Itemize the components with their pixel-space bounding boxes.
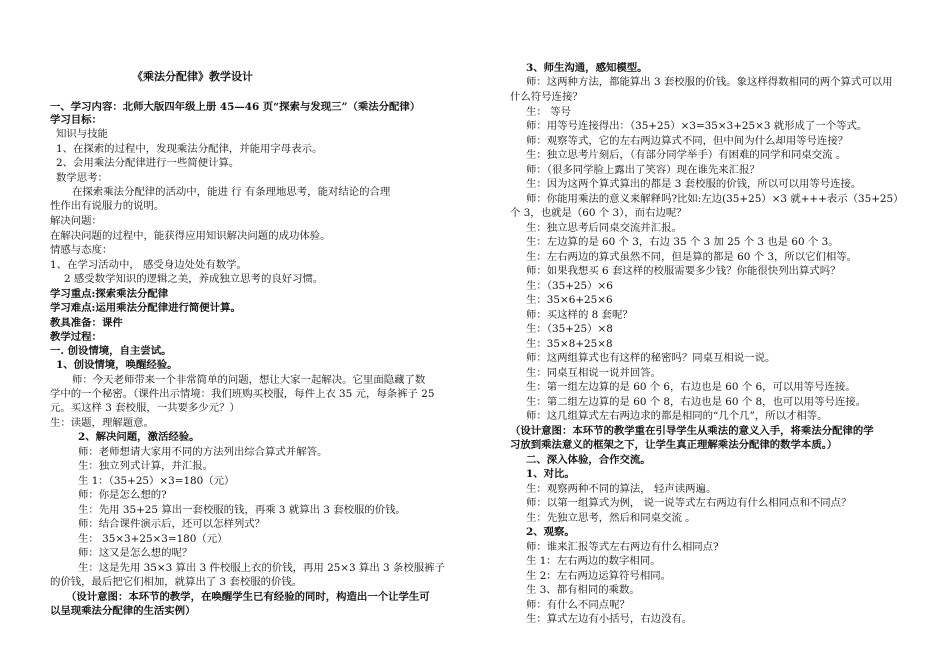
left-text-line: 一. 创设情境，自主尝试。 bbox=[50, 345, 172, 357]
left-text-line: 师：结合课件演示后，还可以怎样列式？ bbox=[78, 518, 266, 530]
left-text-line: 学习难点:运用乘法分配律进行简便计算。 bbox=[50, 302, 241, 314]
left-text-line: 在探索乘法分配律的活动中，能进 行 有条理地思考，能对结论的合理 bbox=[72, 186, 391, 198]
left-text-line: 一、学习内容：北师大版四年级上册 45—46 页“探索与发现三”（乘法分配律） bbox=[50, 101, 421, 113]
right-text-line: 师：这两组算式也有这样的秘密吗？同桌互相说一说。 bbox=[526, 352, 776, 364]
right-text-line: 生：同桌互相说一说并回答。 bbox=[526, 367, 662, 379]
right-text-line: 生： 等号 bbox=[526, 106, 571, 118]
right-text-line: 生：第二组左边算的是 60 个 8，右边也是 60 个 8，也可以用等号连接。 bbox=[526, 396, 867, 408]
right-text-line: 生：先独立思考，然后和同桌交流 。 bbox=[526, 512, 696, 524]
left-text-line: 教具准备：课件 bbox=[50, 317, 123, 329]
left-text-line: 1、创设情境，唤醒经验。 bbox=[56, 359, 178, 371]
right-text-line: 师：（很多同学脸上露出了笑容）现在谁先来汇报？ bbox=[526, 164, 760, 176]
left-text-line: 生：先用 35+25 算出一套校服的钱，再乘 3 就算出 3 套校服的价钱。 bbox=[78, 504, 406, 516]
left-text-line: 性作出有说服力的说明。 bbox=[50, 200, 165, 212]
right-text-line: 生：左边算的是 60 个 3，右边 35 个 3 加 25 个 3 也是 60 个 3。 bbox=[526, 236, 839, 248]
right-text-line: 生：算式左边有小括号，右边没有。 bbox=[526, 613, 693, 625]
left-text-line: 在解决问题的过程中，能获得应用知识解决问题的成功体验。 bbox=[50, 230, 331, 242]
right-text-line: 生 1：左右两边的数字相同。 bbox=[526, 555, 661, 567]
left-text-line: 1、在探索的过程中，发现乘法分配律，并能用字母表示。 bbox=[56, 143, 323, 155]
right-text-line: 生：左右两边的算式虽然不同，但是算的都是 60 个 3，所以它们相等。 bbox=[526, 251, 858, 263]
right-text-line: 生：独立思考片刻后，（有部分同学举手）有困难的同学和同桌交流 。 bbox=[526, 149, 847, 161]
right-text-line: 二、深入体验，合作交流。 bbox=[526, 454, 651, 466]
right-text-line: 生：（35+25）×6 bbox=[526, 280, 613, 292]
right-text-line: 3、师生沟通，感知模型。 bbox=[526, 62, 648, 74]
right-text-line: 2、观察。 bbox=[526, 526, 575, 538]
left-text-line: 2、解决问题，激活经验。 bbox=[78, 431, 200, 443]
left-text-line: 2、会用乘法分配律进行一些简便计算。 bbox=[56, 157, 240, 169]
left-text-line: 师：今天老师带来一个非常简单的问题，想让大家一起解决。它里面隐藏了数 bbox=[72, 374, 426, 386]
right-text-line: 师：观察等式，它的左右两边算式不同，但中间为什么却用等号连接？ bbox=[526, 135, 849, 147]
right-text-line: 师：有什么不同点呢？ bbox=[526, 599, 630, 611]
right-text-line: 师：以第一组算式为例， 说一说等式左右两边有什么相同点和不同点？ bbox=[526, 497, 852, 509]
right-text-line: 师：如果我想买 6 套这样的校服需要多少钱？你能很快列出算式吗？ bbox=[526, 265, 841, 277]
right-text-line: 生：因为这两个算式算出的都是 3 套校服的价钱，所以可以用等号连接。 bbox=[526, 178, 862, 190]
right-text-line: 生：独立思考后同桌交流并汇报。 bbox=[526, 222, 682, 234]
left-text-line: 的价钱，最后把它们相加，就算出了 3 套校服的价钱。 bbox=[50, 576, 303, 588]
left-text-line: 学习目标： bbox=[50, 114, 102, 126]
right-text-line: 师：谁来汇报等式左右两边有什么相同点? bbox=[526, 541, 719, 553]
right-text-line: 生：（35+25）×8 bbox=[526, 323, 613, 335]
left-text-line: 数学思考： bbox=[56, 172, 108, 184]
left-text-line: 解决问题： bbox=[50, 215, 102, 227]
left-text-line: 2 感受数学知识的逻辑之美，养成独立思考的良好习惯。 bbox=[64, 273, 324, 285]
left-text-line: 以呈现乘法分配律的生活实例） bbox=[50, 605, 196, 617]
left-text-line: 师：老师想请大家用不同的方法列出综合算式并解答。 bbox=[78, 446, 328, 458]
left-text-line: 师：这又是怎么想的呢？ bbox=[78, 547, 193, 559]
left-text-line: 生： 35×3+25×3=180（元） bbox=[78, 533, 228, 545]
left-text-line: 学习重点:探索乘法分配律 bbox=[50, 288, 169, 300]
right-text-line: 师：买这样的 8 套呢？ bbox=[526, 309, 633, 321]
left-text-line: 生：读题，理解题意。 bbox=[50, 417, 154, 429]
left-text-line: 教学过程： bbox=[50, 331, 102, 343]
right-text-line: 生：观察两种不同的算法， 轻声读两遍。 bbox=[526, 483, 717, 495]
left-text-line: 生：这是先用 35×3 算出 3 件校服上衣的价钱，再用 25×3 算出 3 条校服裤子 bbox=[78, 562, 445, 574]
left-text-line: 元。买这样 3 套校服，一共要多少元？） bbox=[50, 402, 240, 414]
right-text-line: 生：35×6+25×6 bbox=[526, 294, 613, 306]
left-text-line: 生 1：（35+25）×3=180（元） bbox=[78, 475, 235, 487]
right-text-line: 习放到乘法意义的框架之下，让学生真正理解乘法分配律的数学本质。） bbox=[510, 439, 838, 451]
left-text-line: 情感与态度： bbox=[50, 244, 113, 256]
right-text-line: 生：35×8+25×8 bbox=[526, 338, 613, 350]
left-text-line: （设计意图：本环节的教学，在唤醒学生已有经验的同时，构造出一个让学生可 bbox=[66, 591, 430, 603]
right-text-line: 师：这几组算式左右两边求的都是相同的“几个几”，所以才相等。 bbox=[526, 410, 828, 422]
left-text-line: 生：独立列式计算，并汇报。 bbox=[78, 460, 214, 472]
right-text-line: 师：你能用乘法的意义来解释吗?比如:左边(35+25）×3 就+++表示（35+25） bbox=[526, 193, 904, 205]
right-text-line: 生：第一组左边算的是 60 个 6，右边也是 60 个 6，可以用等号连接。 bbox=[526, 381, 856, 393]
right-text-line: 生 3、都有相同的乘数。 bbox=[526, 584, 640, 596]
left-text-line: 师：你是怎么想的? bbox=[78, 489, 167, 501]
right-text-line: 什么符号连接？ bbox=[510, 91, 583, 103]
right-text-line: 生 2：左右两边运算符号相同。 bbox=[526, 570, 671, 582]
left-text-line: 知识与技能 bbox=[56, 128, 108, 140]
left-text-line: 《乘法分配律》教学设计 bbox=[132, 70, 253, 83]
right-text-line: 1、对比。 bbox=[526, 468, 575, 480]
right-text-line: 个 3，也就是（60 个 3），而右边呢？ bbox=[510, 207, 687, 219]
left-text-line: 学中的一个秘密。（课件出示情境：我们班购买校服，每件上衣 35 元，每条裤子 25 bbox=[50, 388, 435, 400]
right-text-line: （设计意图：本环节的教学重在引导学生从乘法的意义入手，将乘法分配律的学 bbox=[510, 425, 874, 437]
right-text-line: 师：用等号连接得出：（35+25）×3=35×3+25×3 就形成了一个等式。 bbox=[526, 120, 868, 132]
right-text-line: 师：这两种方法，都能算出 3 套校服的价钱。象这样得数相同的两个算式可以用 bbox=[526, 76, 893, 88]
left-text-line: 1、在学习活动中， 感受身边处处有数学。 bbox=[50, 259, 247, 271]
